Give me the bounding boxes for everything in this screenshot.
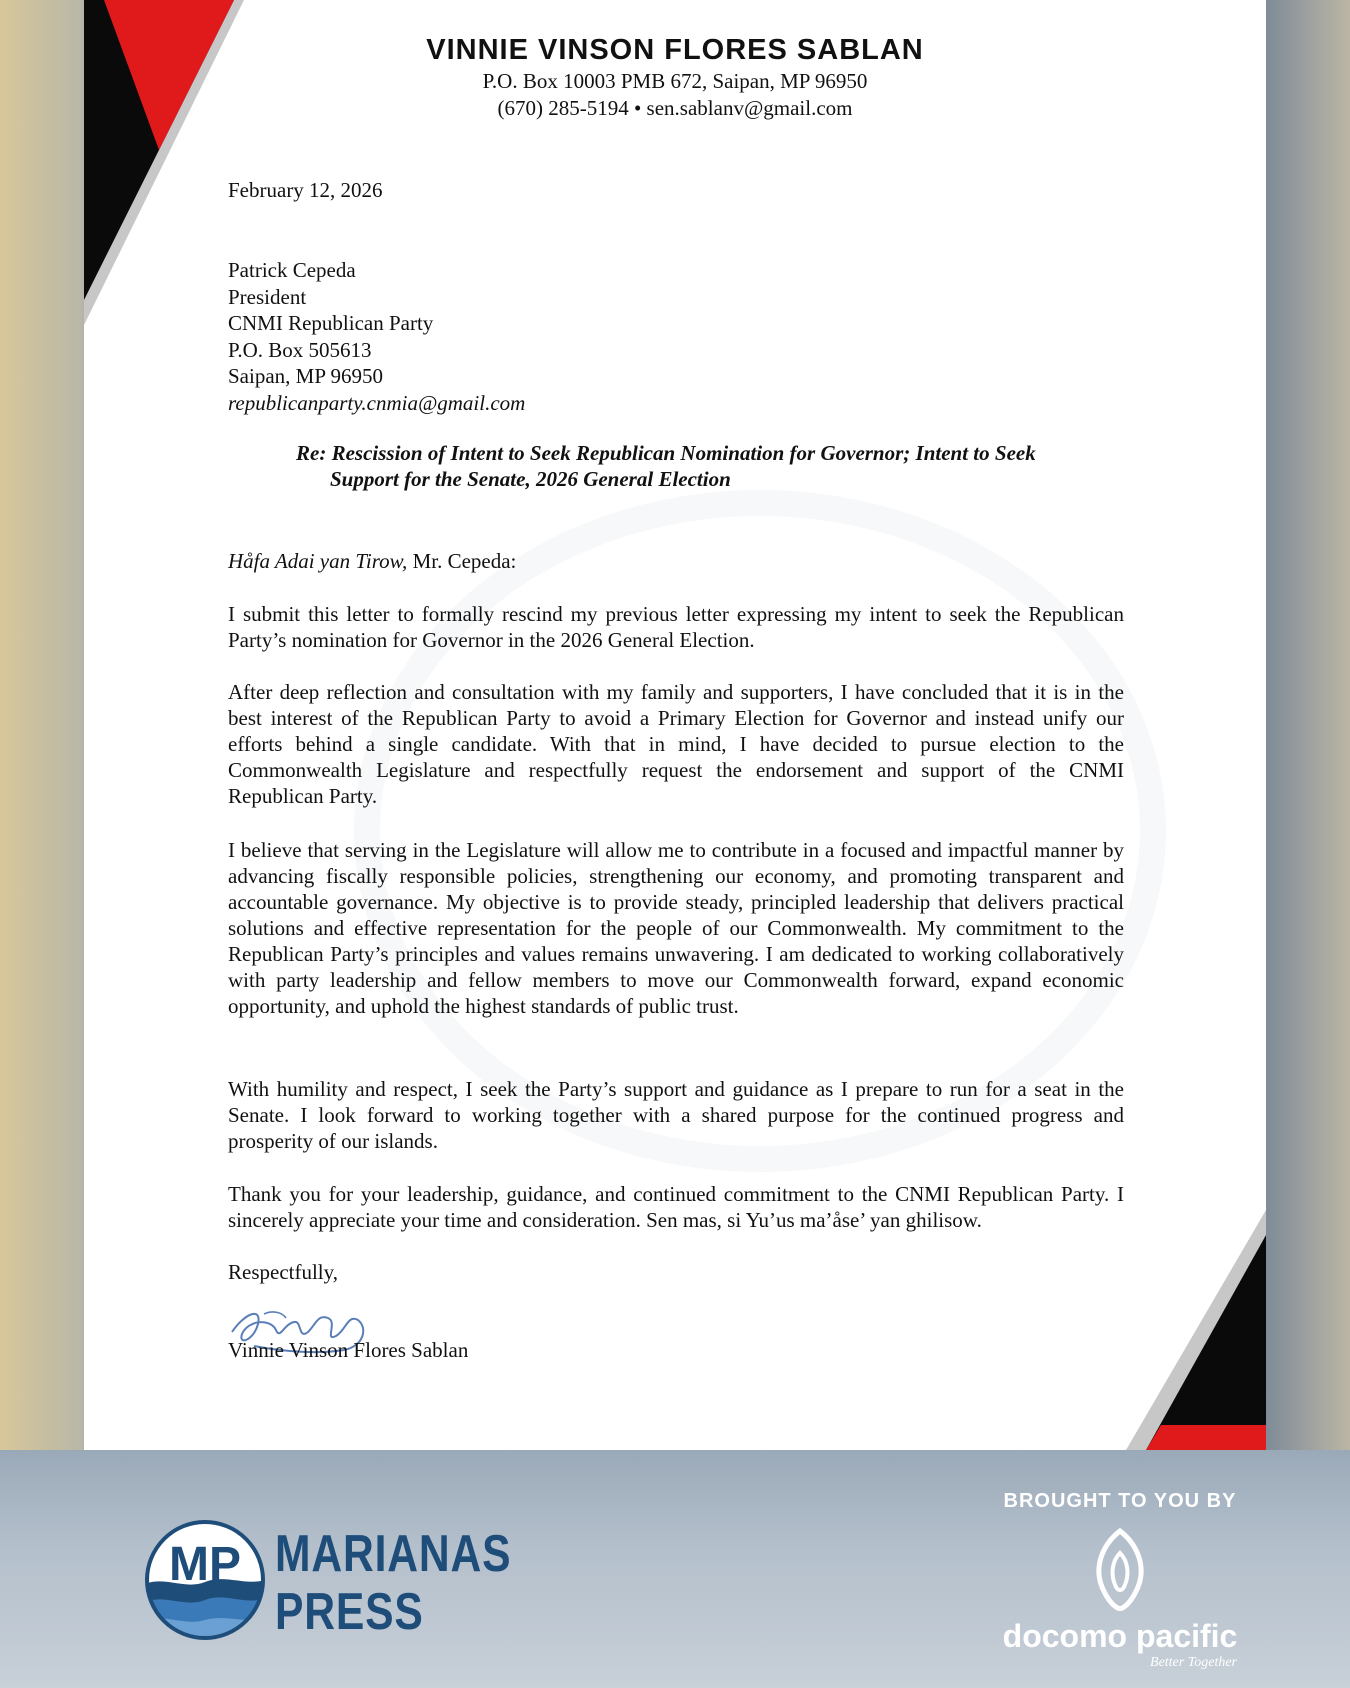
sponsor-block bbox=[985, 1490, 1255, 1680]
body-paragraph-1: I submit this letter to formally rescind my previous letter expressing my intent to seek the Republican Party’s nomination for Governor in the 2026 General Election. bbox=[228, 602, 1124, 652]
marianas-word: MARIANAS bbox=[275, 1525, 512, 1583]
docomo-leaf-icon bbox=[1090, 1527, 1150, 1611]
body-paragraph-4: With humility and respect, I seek the Party’s support and guidance as I prepare to run for a seat in the Senate. I look forward to working together with a shared purpose for the continued progress and prosperity of our islands. bbox=[228, 1077, 1124, 1153]
sender-name: VINNIE VINSON FLORES SABLAN bbox=[426, 34, 924, 66]
sender-address: P.O. Box 10003 PMB 672, Saipan, MP 96950 bbox=[482, 69, 868, 93]
sponsor-name: docomo pacific bbox=[1002, 1618, 1238, 1654]
mp-watermark bbox=[354, 490, 1166, 1172]
greeting bbox=[228, 548, 1124, 574]
press-word: PRESS bbox=[275, 1583, 424, 1641]
subject-line bbox=[296, 440, 1196, 492]
letter-date: February 12, 2026 bbox=[228, 178, 383, 202]
recipient-name: Patrick Cepeda bbox=[228, 258, 356, 282]
greeting-chamorro: Håfa Adai yan Tirow, bbox=[228, 549, 408, 573]
sponsor-label: BROUGHT TO YOU BY bbox=[1003, 1490, 1237, 1512]
recipient-email: republicanparty.cnmia@gmail.com bbox=[228, 390, 526, 415]
recipient-org: CNMI Republican Party bbox=[228, 311, 434, 335]
sender-contact: (670) 285-5194 • sen.sablanv@gmail.com bbox=[497, 96, 853, 120]
subject-line-2: Support for the Senate, 2026 General Election bbox=[330, 467, 731, 491]
body-paragraph-3: I believe that serving in the Legislature will allow me to contribute in a focused and impactful manner by advancing fiscally responsible policies, strengthening our economy, and promoting transparent and accountable governance. My objective is to provide steady, principled leadership that delivers practical solutions and effective representation for the people of our Commonwealth. My commitment to the Republican Party’s principles and values remains unwavering. I am dedicated to working collaboratively with party leadership and fellow members to move our Commonwealth forward, expand economic opportunity, and uphold the highest standards of public trust. bbox=[228, 838, 1124, 1018]
body-paragraph-2: After deep reflection and consultation with my family and supporters, I have concluded that it is in the best interest of the Republican Party to avoid a Primary Election for Governor and instead unify our efforts behind a single candidate. With that in mind, I have decided to pursue election to the Commonwealth Legislature and respectfully request the endorsement and support of the CNMI Republican Party. bbox=[228, 680, 1124, 808]
marianas-press-logo bbox=[145, 1520, 512, 1650]
signature-name: Vinnie Vinson Flores Sablan bbox=[228, 1338, 469, 1362]
sponsor-tagline: Better Together bbox=[1150, 1655, 1237, 1670]
letter-page bbox=[84, 0, 1266, 1450]
closing: Respectfully, bbox=[228, 1260, 339, 1284]
recipient-title: President bbox=[228, 284, 307, 309]
subject-line-1: Re: Rescission of Intent to Seek Republican Nomination for Governor; Intent to Seek bbox=[296, 441, 1036, 465]
recipient-address bbox=[228, 257, 1124, 416]
recipient-city: Saipan, MP 96950 bbox=[228, 364, 383, 388]
mp-initials: MP bbox=[169, 1538, 241, 1591]
body-paragraph-5: Thank you for your leadership, guidance, and continued commitment to the CNMI Republican Party. I sincerely appreciate your time and consideration. Sen mas, si Yu’us ma’åse’ yan ghilisow. bbox=[228, 1182, 1124, 1232]
recipient-pobox: P.O. Box 505613 bbox=[228, 337, 372, 362]
greeting-name: Mr. Cepeda: bbox=[407, 549, 517, 573]
letterhead bbox=[84, 34, 1266, 121]
bottom-right-corner-decoration bbox=[1126, 1210, 1266, 1450]
mp-circle-logo bbox=[145, 1520, 265, 1640]
